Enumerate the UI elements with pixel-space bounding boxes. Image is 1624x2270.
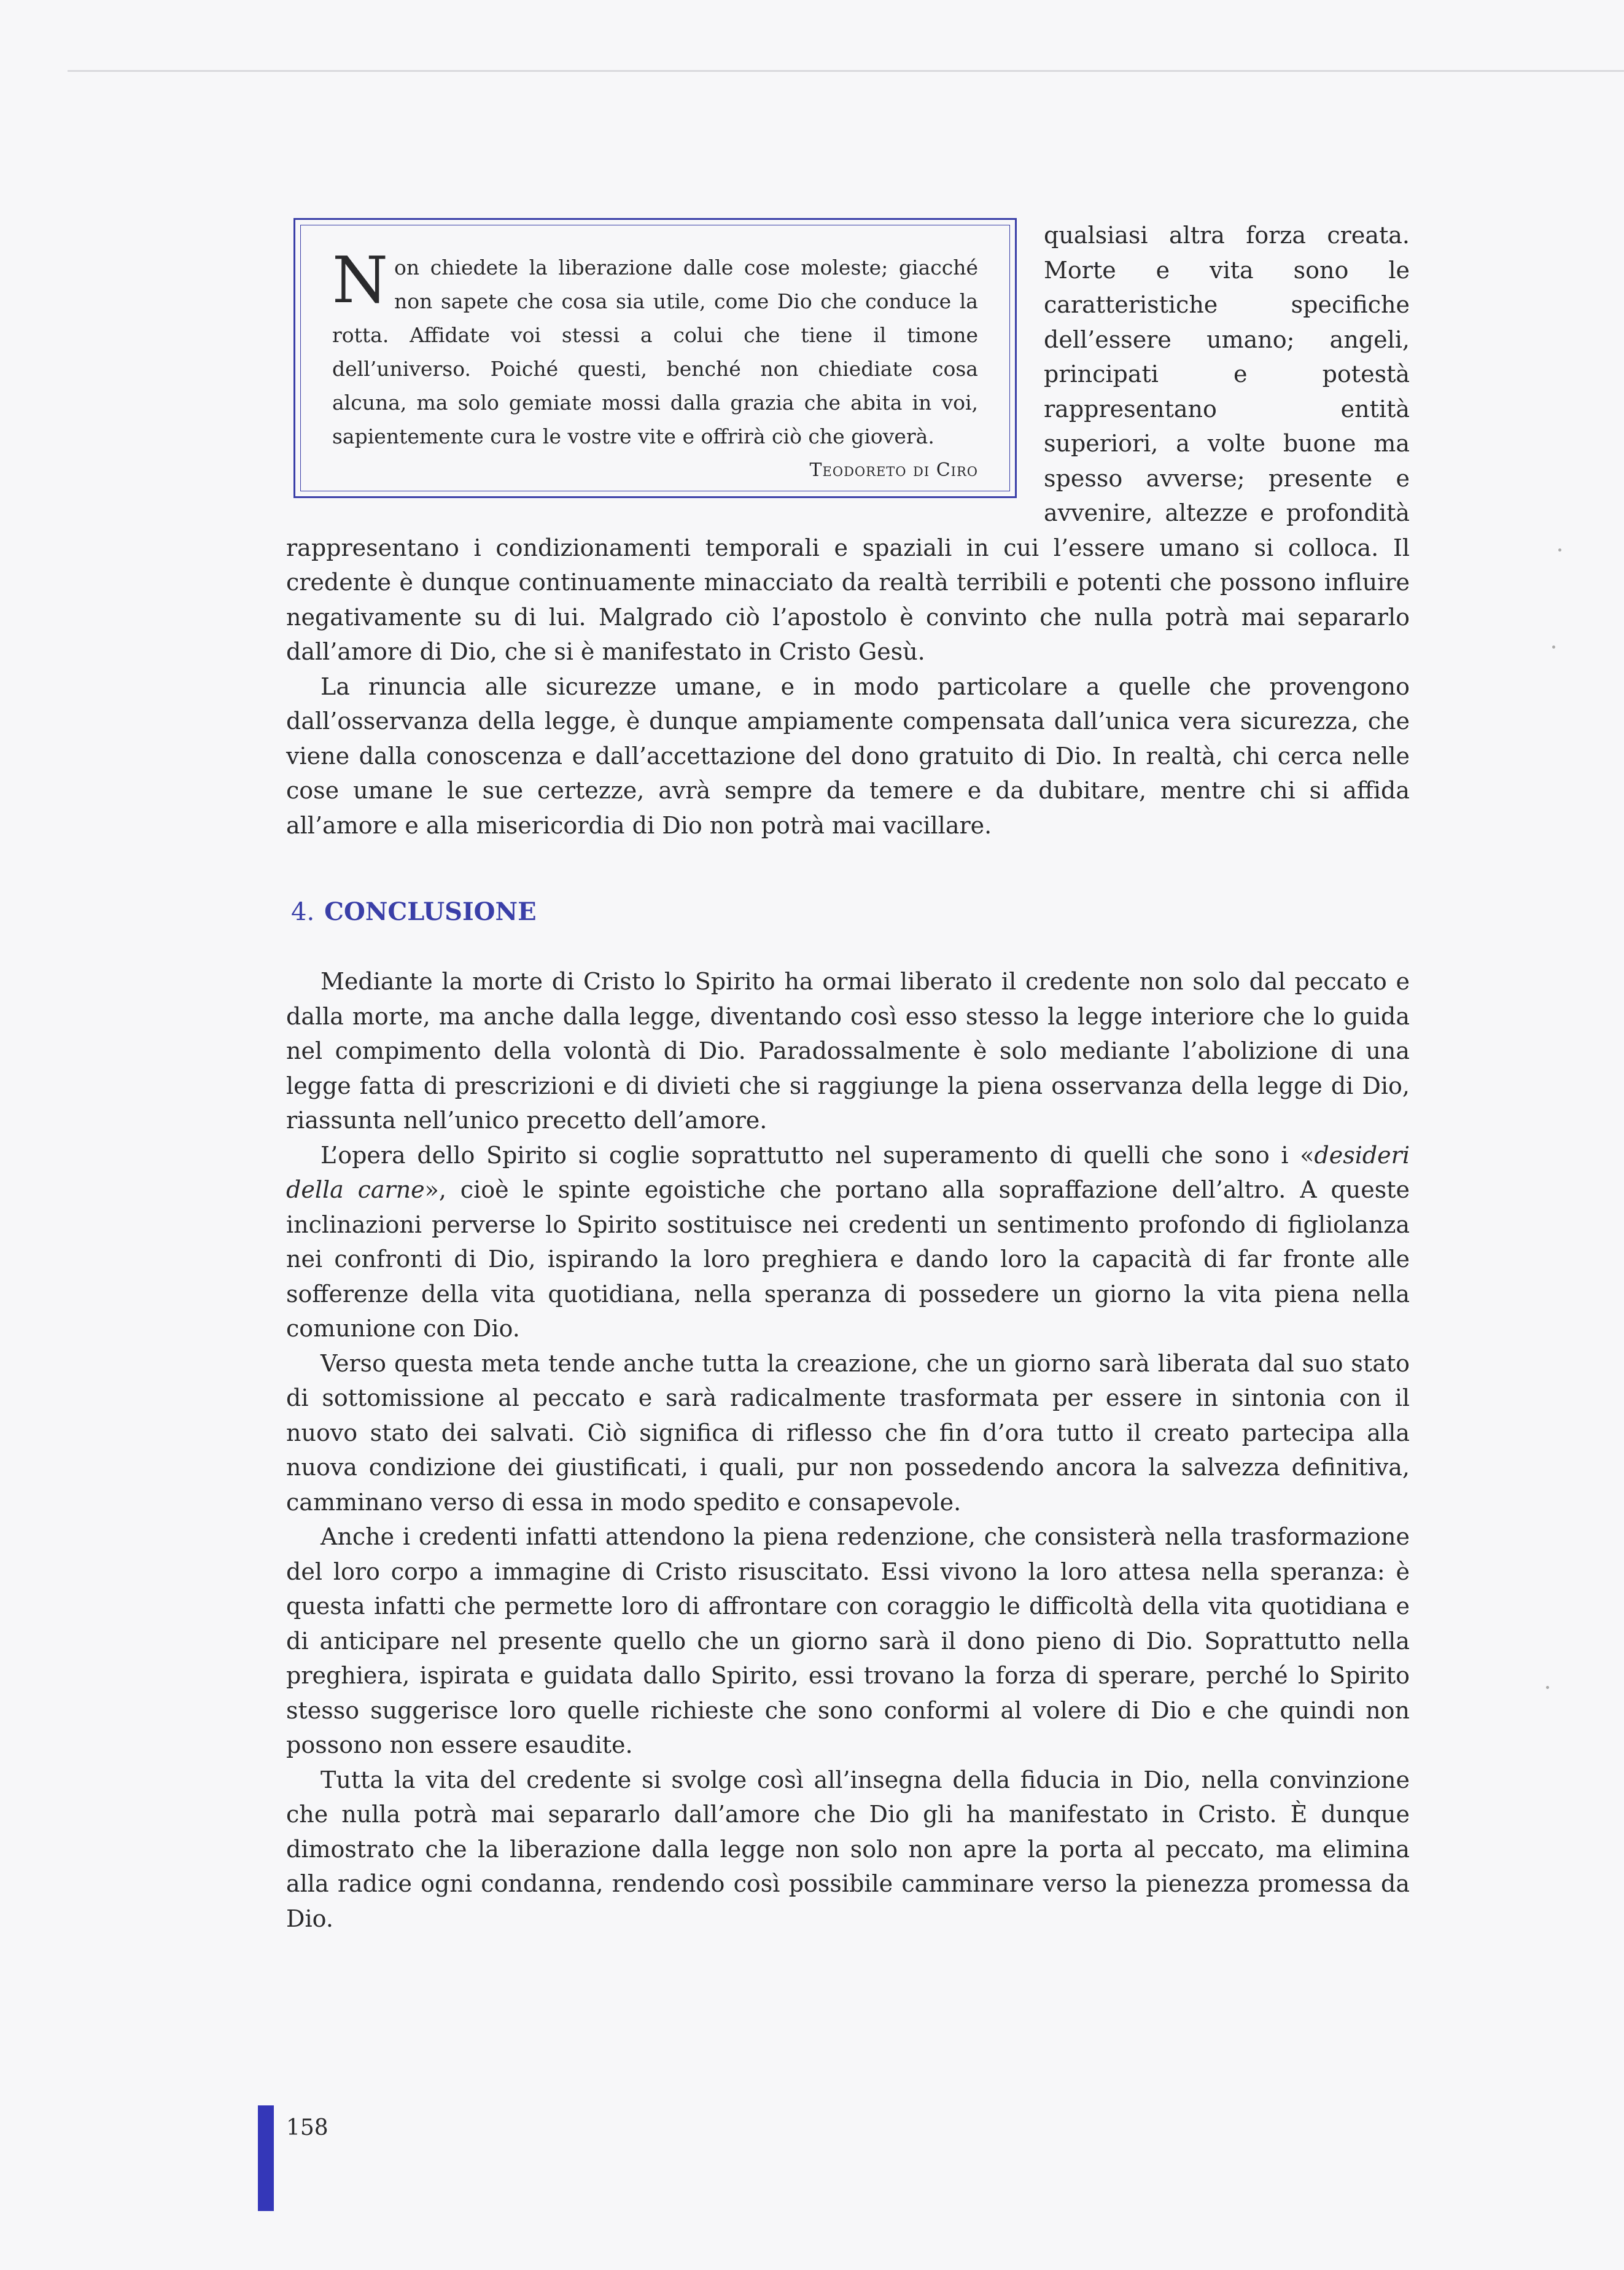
section-heading <box>291 897 1410 927</box>
paragraph-1: qualsiasi altra forza creata. Morte e vita sono le caratteristiche specifiche dell’essere umano; angeli, principati e potestà rappresentano entità superiori, a volte buone ma spesso avverse; presente e avvenire, altezze e profondità rappresentano i condizionamenti temporali e spaziali in cui l’essere umano si colloca. Il credente è dunque continuamente minacciato da realtà terribili e potenti che possono influire negativamente su di lui. Malgrado ciò l’apostolo è convinto che nulla potrà mai separarlo dall’amore di Dio, che si è manifestato in Cristo Gesù. <box>286 222 1410 665</box>
section-number: 4. <box>291 898 315 926</box>
paragraph-4-before: L’opera dello Spirito si coglie soprattutto nel superamento di quelli che sono i « <box>321 1141 1315 1169</box>
paragraph-4-italic: desideri della carne <box>286 1141 1410 1203</box>
scan-speck <box>1552 646 1555 649</box>
paragraph-3: Mediante la morte di Cristo lo Spirito ha ormai liberato il credente non solo dal peccato e dalla morte, ma anche dalla legge, diventando così esso stesso la legge interiore che lo guida nel compimento della volontà di Dio. Paradossalmente è solo mediante l’abolizione di una legge fatta di prescrizioni e di divieti che si raggiunge la piena osservanza della legge di Dio, riassunta nell’unico precetto dell’amore. <box>286 968 1410 1134</box>
quote-dropcap: N <box>332 243 388 318</box>
paragraph-5: Verso questa meta tende anche tutta la creazione, che un giorno sarà liberata dal suo stato di sottomissione al peccato e sarà radicalmente trasformata per essere in sintonia con il nuovo stato dei salvati. Ciò significa di riflesso che fin d’ora tutto il creato partecipa alla nuova condizione dei giustificati, i quali, pur non possedendo ancora la salvezza definitiva, camminano verso di essa in modo spedito e consapevole. <box>286 1349 1410 1516</box>
paragraph-4-after: », cioè le spinte egoistiche che portano alla sopraffazione dell’altro. A queste inclinazioni perverse lo Spirito sostituisce nei credenti un sentimento profondo di figliolanza nei confronti di Dio, ispirando la loro preghiera e dando loro la capacità di far fronte alle sofferenze della vita quotidiana, nella speranza di possedere un giorno la vita piena nella comunione con Dio. <box>286 1176 1410 1342</box>
quote-box <box>293 218 1017 498</box>
paragraph-2: La rinuncia alle sicurezze umane, e in modo particolare a quelle che provengono dall’osservanza della legge, è dunque ampiamente compensata dall’unica vera sicurezza, che viene dalla conoscenza e dall’accettazione del dono gratuito di Dio. In realtà, chi cerca nelle cose umane le sue certezze, avrà sempre da temere e da dubitare, mentre chi si affida all’amore e alla misericordia di Dio non potrà mai vacillare. <box>286 673 1410 839</box>
quote-text <box>332 243 978 453</box>
section-title: CONCLUSIONE <box>324 897 537 926</box>
quote-body: on chiedete la liberazione dalle cose moleste; giacché non sapete che cosa sia utile, come Dio che conduce la rotta. Affidate voi stessi a colui che tiene il timone dell’universo. Poiché questi, benché non chiediate cosa alcuna, ma solo gemiate mossi dalla grazia che abita in voi, sapientemente cura le vostre vite e offrirà ciò che gioverà. <box>332 255 978 448</box>
page-edge-line <box>68 70 1624 72</box>
quote-author: Teodoreto di Ciro <box>809 459 978 481</box>
page-number: 158 <box>286 2115 328 2140</box>
text-column <box>286 218 1410 1936</box>
scan-speck <box>1546 1686 1549 1689</box>
paragraph-4 <box>286 1138 1410 1346</box>
paragraph-7: Tutta la vita del credente si svolge così all’insegna della fiducia in Dio, nella convinzione che nulla potrà mai separarlo dall’amore che Dio gli ha manifestato in Cristo. È dunque dimostrato che la liberazione dalla legge non solo non apre la porta al peccato, ma elimina alla radice ogni condanna, rendendo così possibile camminare verso la pienezza promessa da Dio. <box>286 1766 1410 1932</box>
folio-bar <box>258 2105 274 2211</box>
paragraph-6: Anche i credenti infatti attendono la piena redenzione, che consisterà nella trasformazione del loro corpo a immagine di Cristo risuscitato. Essi vivono la loro attesa nella speranza: è questa infatti che permette loro di affrontare con coraggio le difficoltà della vita quotidiana e di anticipare nel presente quello che un giorno sarà il dono pieno di Dio. Soprattutto nella preghiera, ispirata e guidata dallo Spirito, essi trovano la forza di sperare, perché lo Spirito stesso suggerisce loro quelle richieste che sono conformi al volere di Dio e che quindi non possono non essere esaudite. <box>286 1523 1410 1758</box>
scan-speck <box>1558 548 1561 552</box>
